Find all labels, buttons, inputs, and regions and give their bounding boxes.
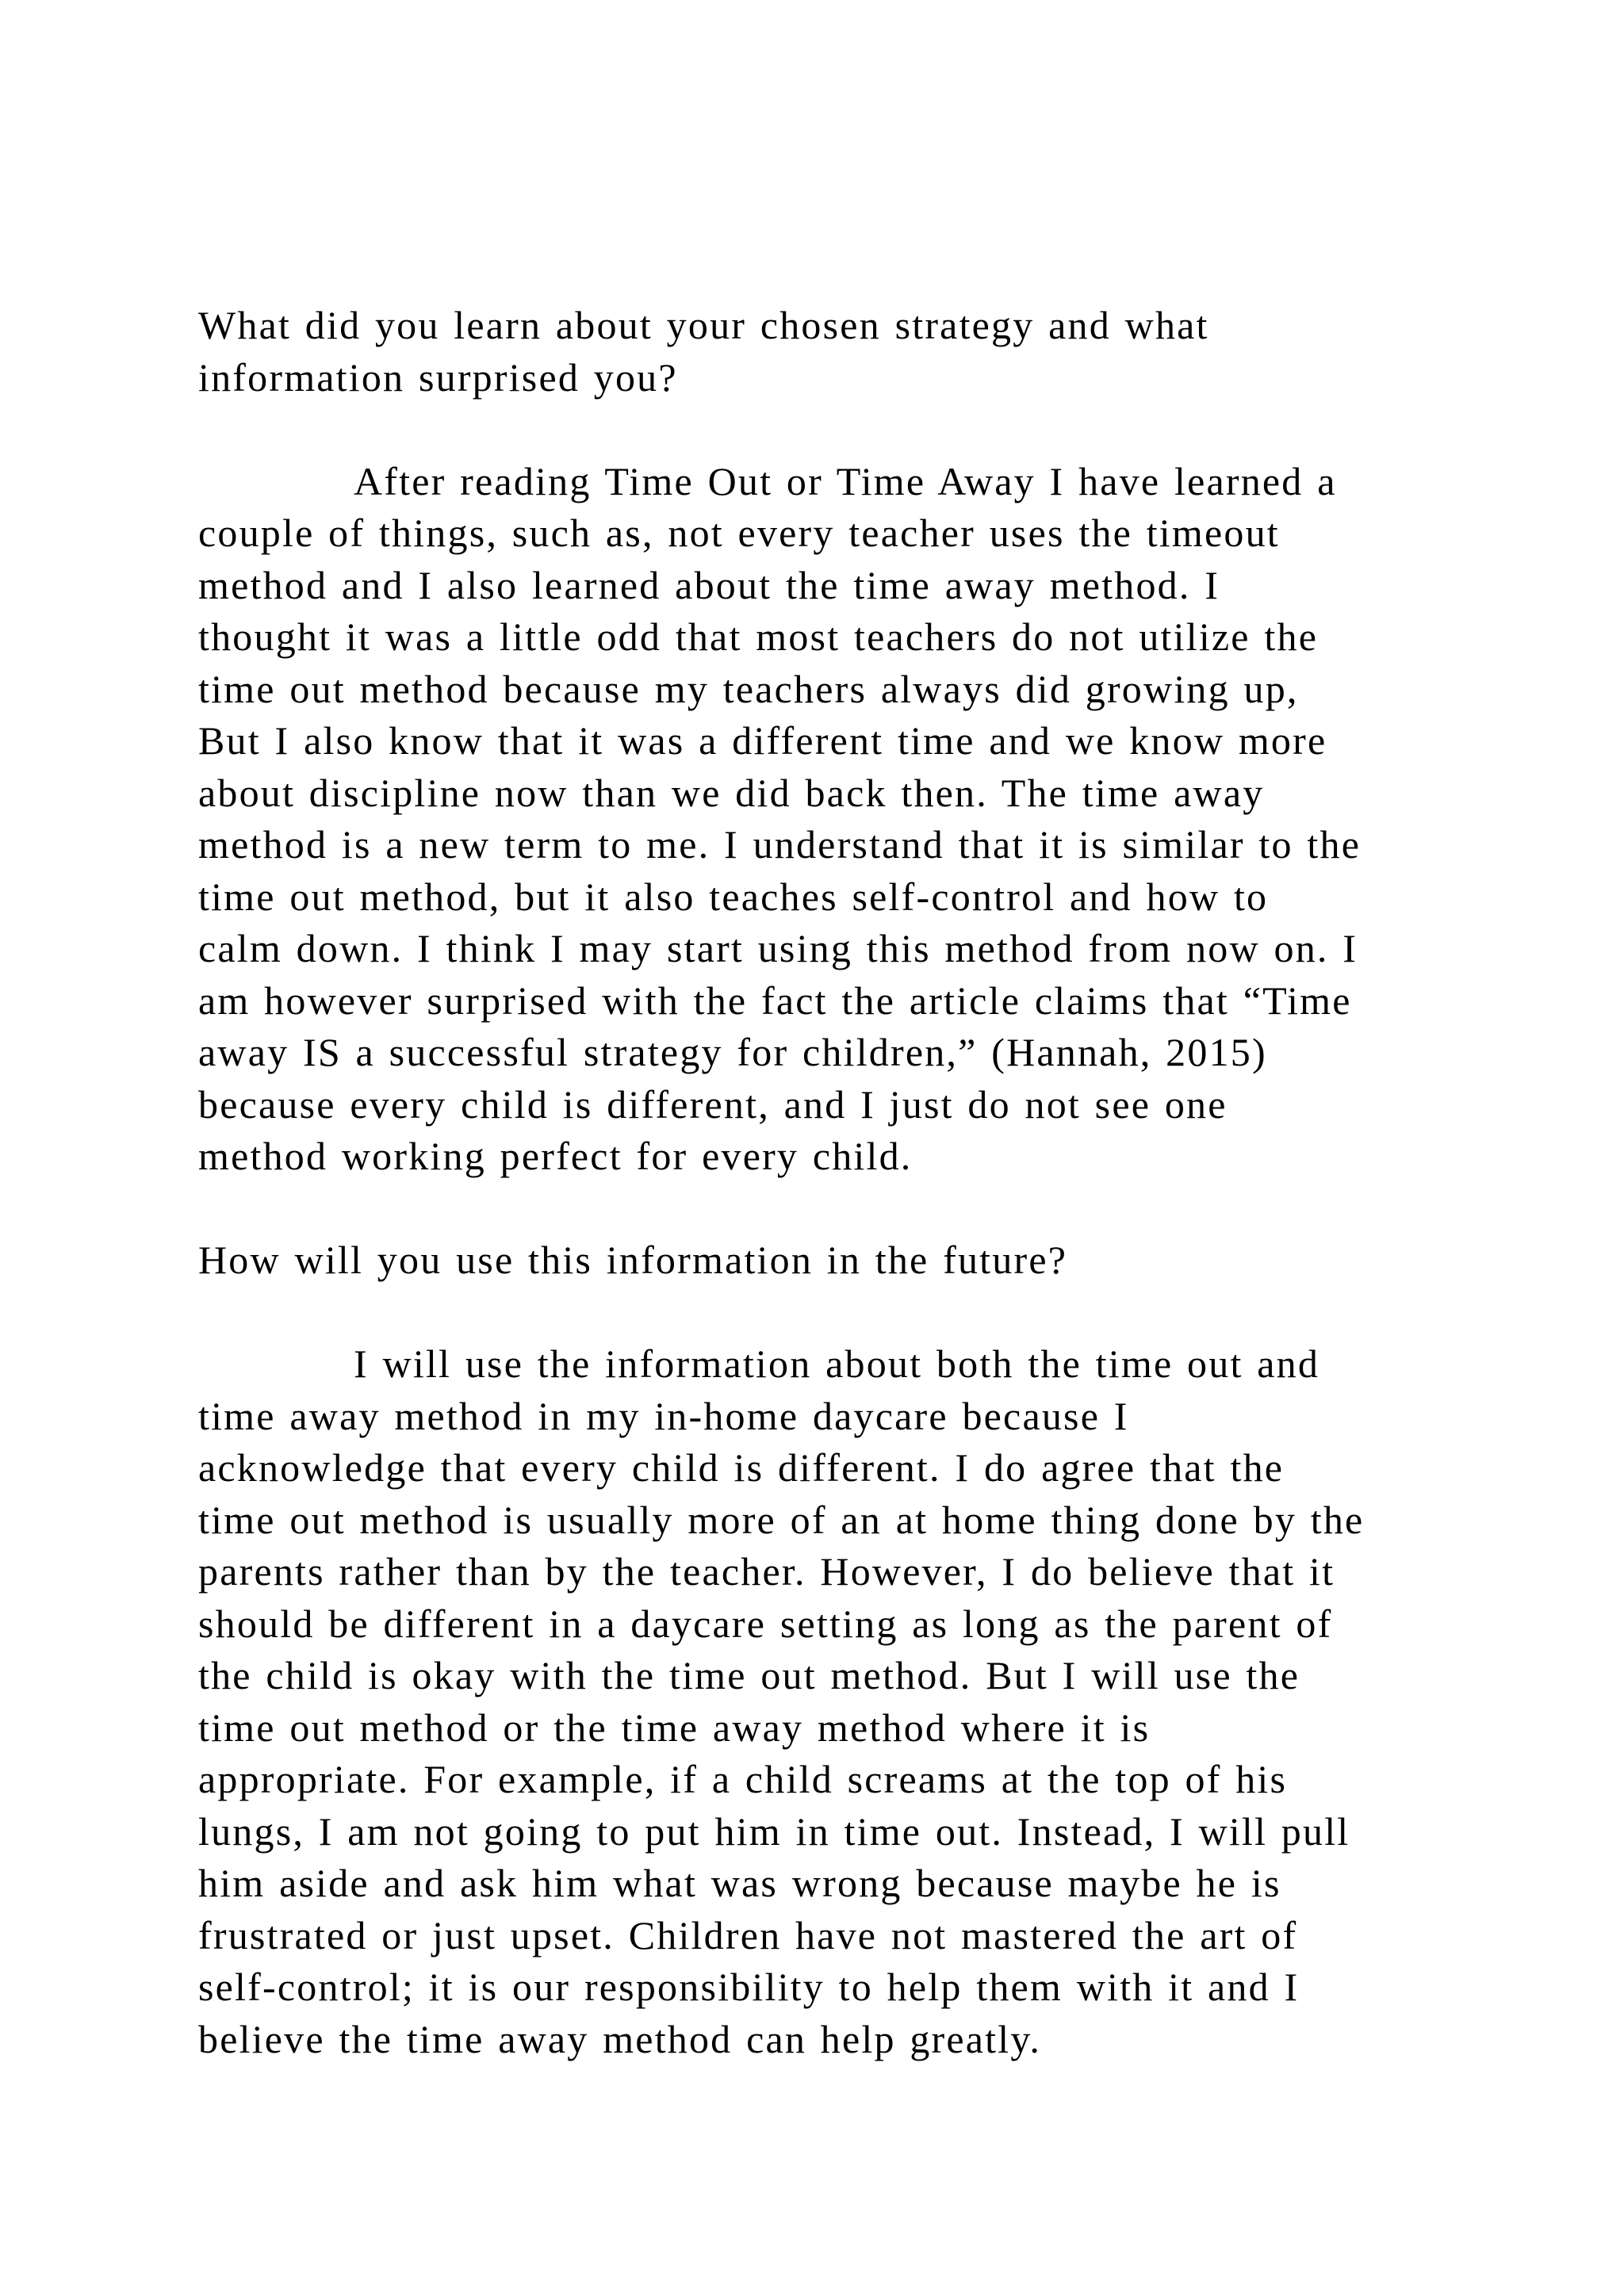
text-line: time out method because my teachers always did growing up, [198,666,1299,711]
text-line-content: I will use the information about both the time out and [354,1341,1320,1386]
text-line: frustrated or just upset. Children have not mastered the art of [198,1912,1298,1957]
text-line: calm down. I think I may start using this method from now on. I [198,926,1358,970]
text-line: parents rather than by the teacher. However, I do believe that it [198,1549,1335,1594]
paragraph-gap [198,404,1467,456]
text-line: acknowledge that every child is different. I do agree that the [198,1445,1285,1490]
document-body [198,300,1467,2065]
text-line: time out method, but it also teaches self-control and how to [198,874,1269,919]
text-line: about discipline now than we did back then. The time away [198,770,1265,815]
text-line: self-control; it is our responsibility to help them with it and I [198,1965,1300,2009]
question-2 [198,1234,1467,1287]
text-line: method working perfect for every child. [198,1134,913,1178]
text-line: away IS a successful strategy for children,” (Hannah, 2015) [198,1030,1267,1074]
text-line: should be different in a daycare setting as long as the parent of [198,1601,1333,1646]
text-line: time out method is usually more of an at home thing done by the [198,1497,1365,1542]
answer-2 [198,1338,1467,2065]
answer-1 [198,456,1467,1183]
text-line: method and I also learned about the time away method. I [198,562,1220,607]
text-line-content: After reading Time Out or Time Away I have learned a [354,458,1337,503]
text-line: appropriate. For example, if a child screams at the top of his [198,1757,1288,1801]
text-line: information surprised you? [198,354,678,400]
paragraph-gap [198,1287,1467,1339]
text-line: thought it was a little odd that most teachers do not utilize the [198,614,1319,659]
text-line: the child is okay with the time out method. But I will use the [198,1653,1300,1697]
text-line: What did you learn about your chosen strategy and what [198,303,1209,347]
text-line: method is a new term to me. I understand that it is similar to the [198,822,1362,867]
paragraph-gap [198,1183,1467,1235]
text-line: time out method or the time away method where it is [198,1705,1151,1750]
text-line: am however surprised with the fact the article claims that “Time [198,978,1352,1023]
text-line: time away method in my in-home daycare because I [198,1393,1129,1438]
text-line: him aside and ask him what was wrong because maybe he is [198,1861,1281,1905]
text-line: lungs, I am not going to put him in time out. Instead, I will pull [198,1808,1350,1854]
text-line: believe the time away method can help greatly. [198,2016,1042,2061]
text-line: because every child is different, and I just do not see one [198,1081,1228,1127]
text-line-indented [198,1338,1467,1391]
text-line-indented [198,456,1467,508]
text-line: couple of things, such as, not every teacher uses the timeout [198,511,1280,555]
question-1 [198,300,1467,404]
text-line: How will you use this information in the future? [198,1238,1068,1282]
text-line: But I also know that it was a different time and we know more [198,718,1327,763]
